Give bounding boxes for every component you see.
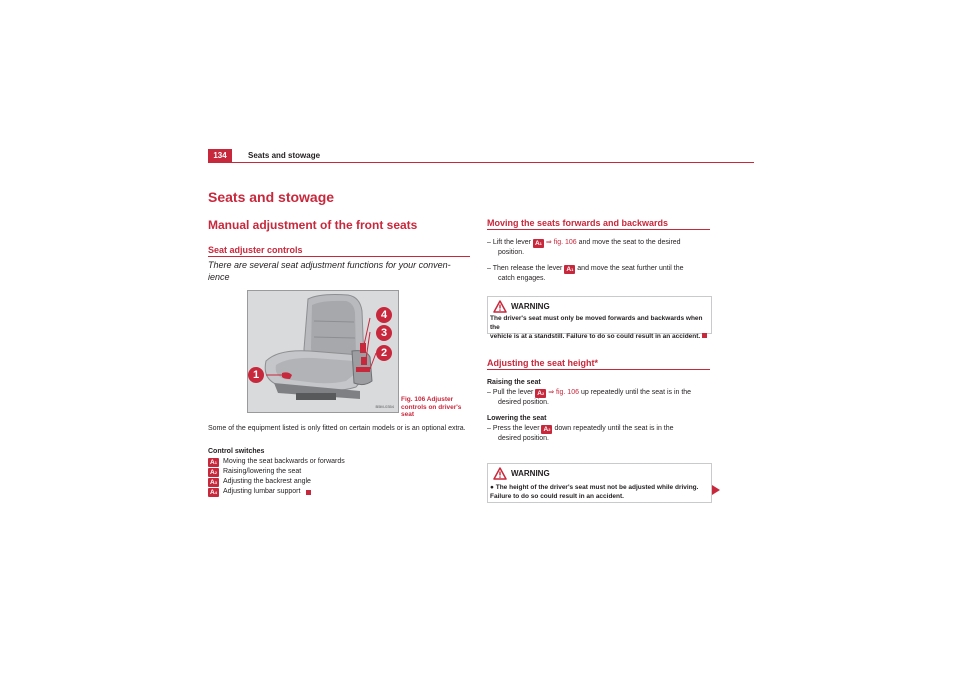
seat-adjuster-heading: Seat adjuster controls [208, 245, 303, 255]
seat-height-steps [487, 378, 715, 444]
lower-step: – Press the lever A2 down repeatedly until the seat is in the [487, 425, 674, 433]
warning-box-height [487, 463, 712, 503]
continue-arrow-icon [712, 485, 720, 495]
control-label-3: Adjusting the backrest angle [223, 478, 311, 485]
badge-a3: A3 [208, 478, 219, 487]
warning-triangle-icon [493, 467, 507, 480]
step-2-cont: catch engages. [498, 275, 546, 282]
control-label-2: Raising/lowering the seat [223, 468, 302, 475]
end-mark-icon [306, 490, 311, 495]
moving-seats-rule [487, 229, 710, 230]
callout-3: 3 [376, 325, 392, 341]
list-item [208, 487, 472, 497]
badge-a1: A1 [208, 458, 219, 467]
control-label-1: Moving the seat backwards or forwards [223, 458, 345, 465]
warning-header [493, 467, 550, 480]
control-label-4: Adjusting lumbar support [223, 488, 301, 495]
badge-a4: A4 [208, 488, 219, 497]
header-rule [208, 162, 754, 163]
intro-line-2: ience [208, 272, 230, 282]
warning-text: ● The height of the driver's seat must not be adjusted while driving. Failure to do so could result in an accident. [490, 484, 699, 500]
seat-height-rule [487, 369, 710, 370]
figure-caption-line-1: Fig. 106 Adjuster [401, 396, 454, 403]
page-number: 134 [208, 149, 232, 163]
raise-step-cont: desired position. [498, 399, 549, 406]
fig-106-link[interactable]: ⇒ fig. 106 [545, 239, 577, 246]
lever-a1-badge: A1 [564, 265, 575, 274]
list-item [208, 457, 472, 467]
warning-header [493, 300, 550, 313]
end-mark-icon [702, 333, 707, 338]
chapter-title: Seats and stowage [208, 189, 335, 205]
seat-height-heading: Adjusting the seat height* [487, 358, 599, 368]
figure-caption [401, 396, 476, 419]
seat-adjuster-rule [208, 256, 470, 257]
step-1: – Lift the lever A1 ⇒ fig. 106 and move the seat to the desired [487, 239, 681, 247]
intro-line-1: There are several seat adjustment functions for your conven- [208, 260, 451, 270]
lever-a2-badge: A2 [541, 425, 552, 434]
warning-title: WARNING [511, 469, 550, 478]
raising-heading: Raising the seat [487, 379, 541, 386]
step-1-cont: position. [498, 249, 525, 256]
callout-4: 4 [376, 307, 392, 323]
list-item [208, 467, 472, 477]
lower-step-cont: desired position. [498, 435, 549, 442]
running-header: Seats and stowage [248, 151, 321, 160]
moving-seats-heading: Moving the seats forwards and backwards [487, 218, 669, 228]
moving-seats-steps [487, 238, 715, 284]
bullet-icon: ● [490, 484, 496, 491]
intro-text [208, 259, 470, 283]
lever-a2-badge: A2 [535, 389, 546, 398]
step-2: – Then release the lever A1 and move the seat further until the [487, 265, 684, 273]
warning-triangle-icon [493, 300, 507, 313]
callout-2: 2 [376, 345, 392, 361]
equipment-note: Some of the equipment listed is only fitted on certain models or is an optional extra. [208, 425, 466, 432]
figure-code: B5M-0354 [375, 404, 394, 409]
warning-title: WARNING [511, 302, 550, 311]
list-item [208, 477, 472, 487]
lever-a1-badge: A1 [533, 239, 544, 248]
seat-figure [247, 290, 399, 413]
raise-step: – Pull the lever A2 ⇒ fig. 106 up repeatedly until the seat is in the [487, 389, 692, 397]
control-switches-list [208, 457, 472, 497]
callout-1: 1 [248, 367, 264, 383]
warning-box-move [487, 296, 712, 340]
figure-caption-line-2: controls on driver's seat [401, 403, 462, 418]
section-title: Manual adjustment of the front seats [208, 218, 418, 232]
lowering-heading: Lowering the seat [487, 415, 547, 422]
control-switches-heading: Control switches [208, 448, 265, 455]
badge-a2: A2 [208, 468, 219, 477]
fig-106-link[interactable]: ⇒ fig. 106 [548, 389, 579, 396]
warning-text: The driver's seat must only be moved forwards and backwards when the vehicle is at a standstill. Failure to do so could result in an accident. [490, 314, 710, 341]
